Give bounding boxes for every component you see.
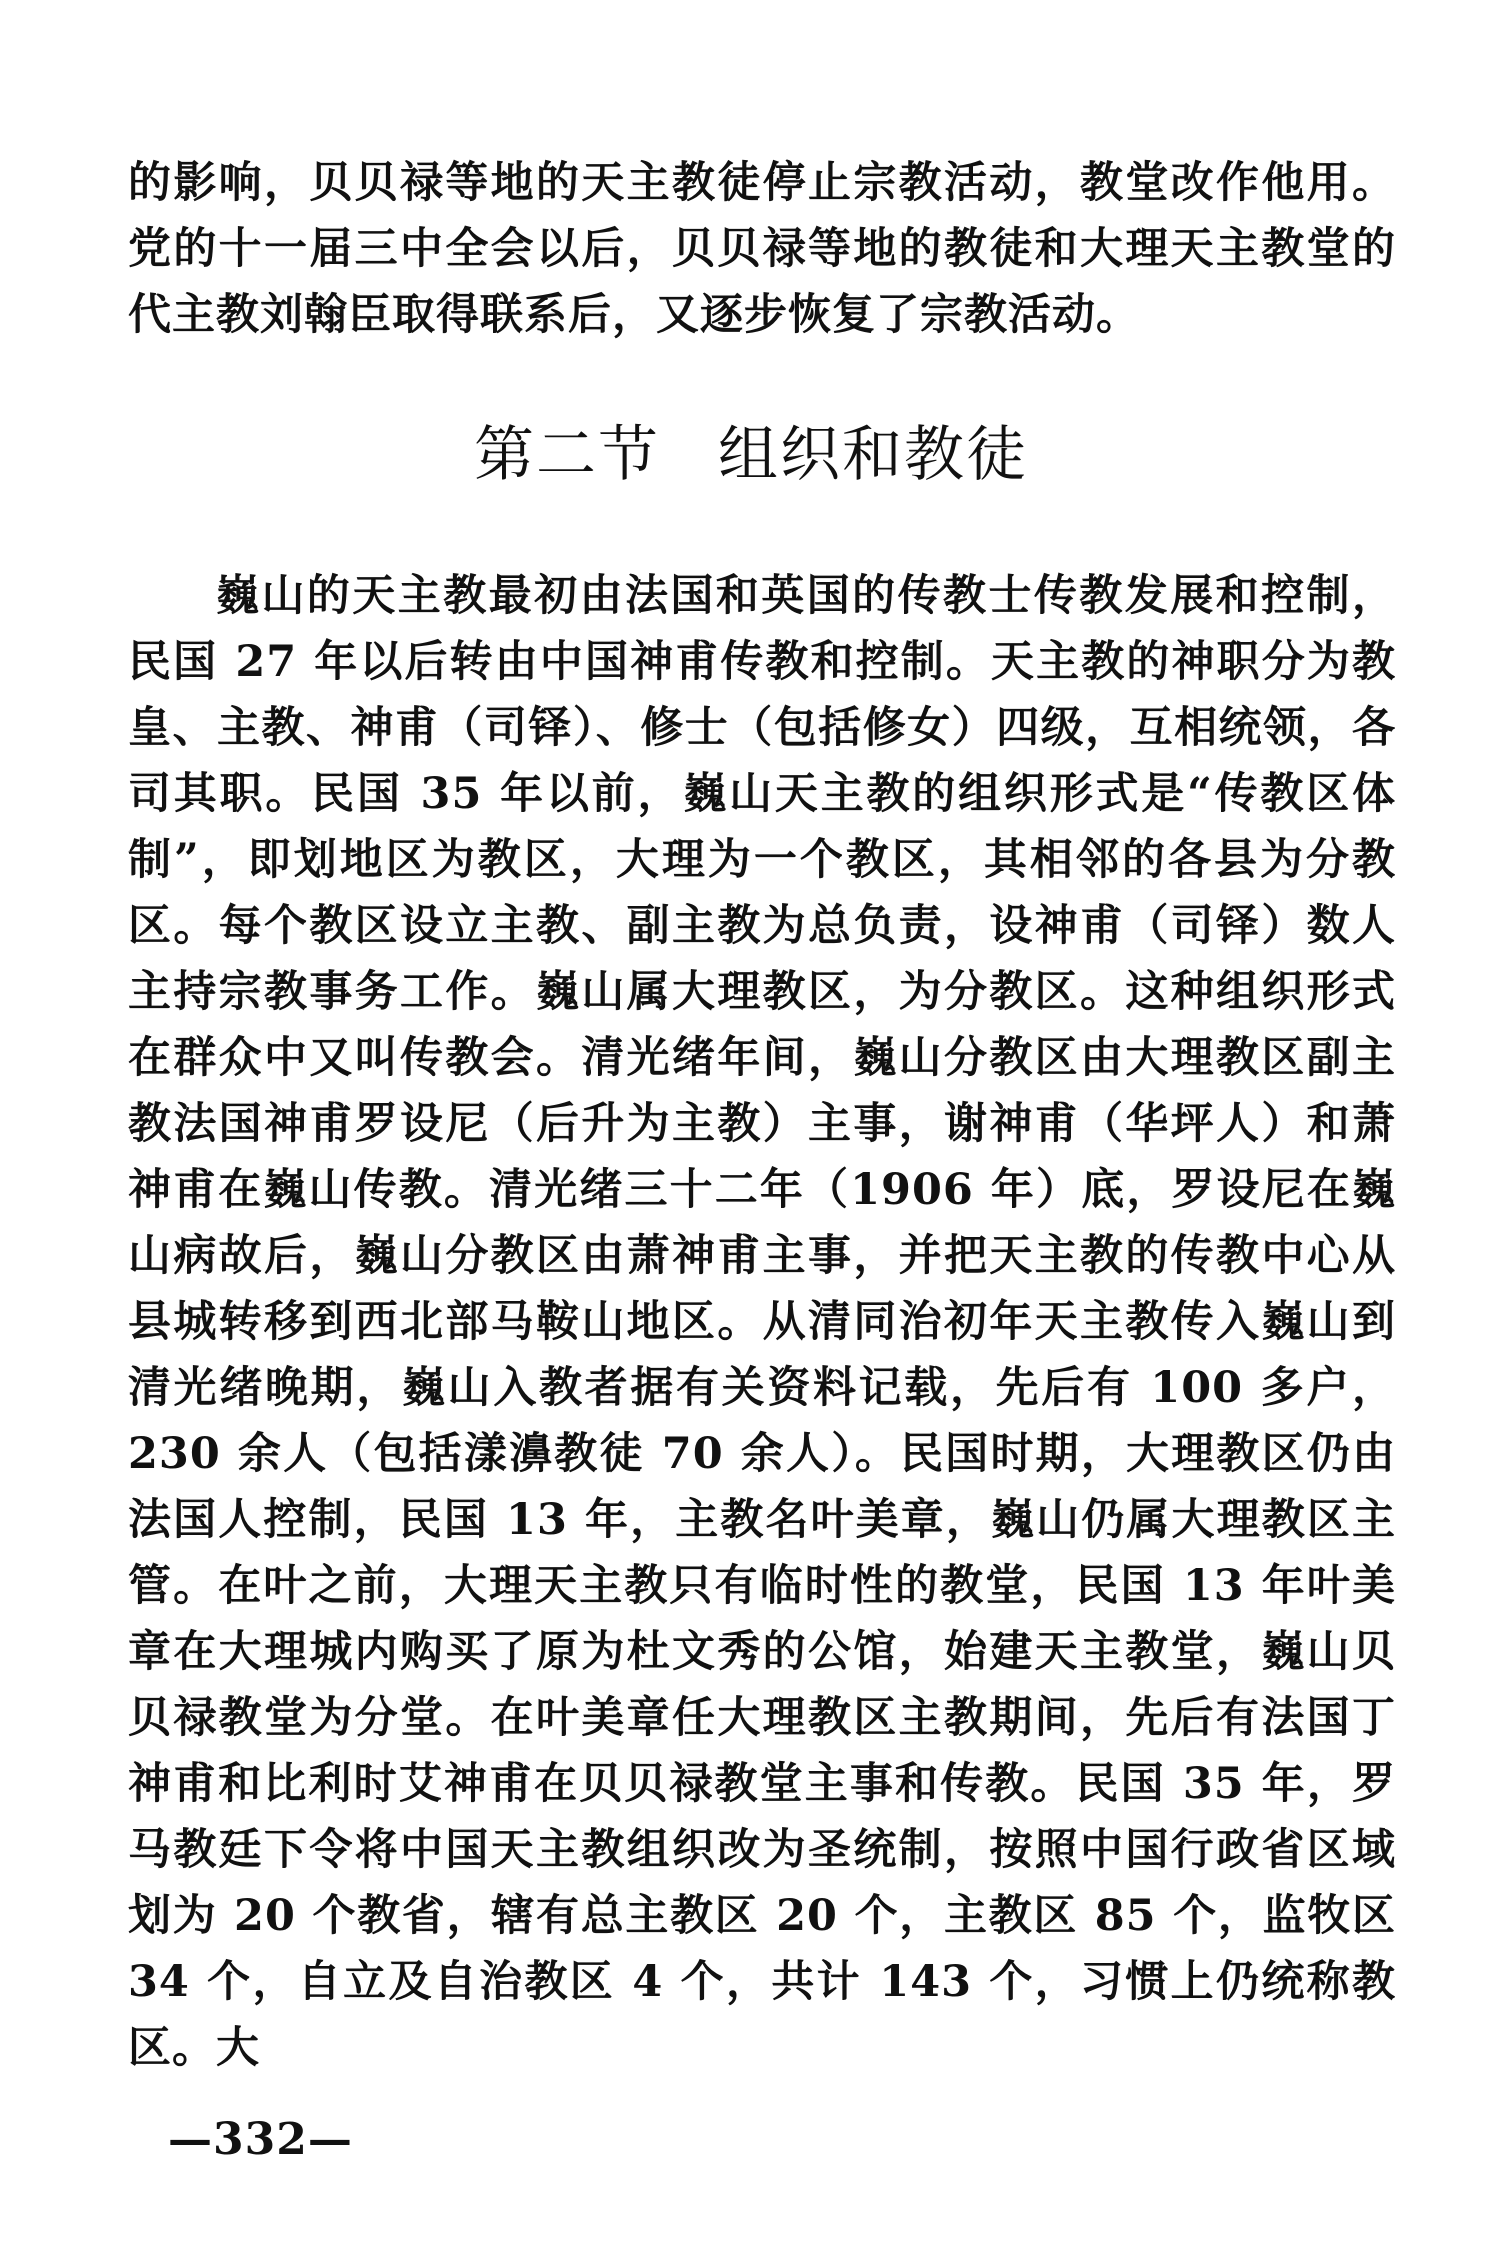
section-number: 第二节: [474, 420, 660, 490]
page-number: —332—: [168, 2114, 353, 2165]
section-title: 组织和教徒: [718, 420, 1028, 490]
section-heading: [0, 415, 1502, 495]
continued-paragraph: 的影响，贝贝禄等地的天主教徒停止宗教活动，教堂改作他用。党的十一届三中全会以后，贝贝禄等地的教徒和大理天主教堂的代主教刘翰臣取得联系后，又逐步恢复了宗教活动。: [128, 158, 1396, 340]
main-paragraph: 巍山的天主教最初由法国和英国的传教士传教发展和控制，民国 27 年以后转由中国神甫传教和控制。天主教的神职分为教皇、主教、神甫（司铎）、修士（包括修女）四级，互相统领，各司其职。民国 35 年以前，巍山天主教的组织形式是“传教区体制”，即划地区为教区，大理为一个教区，其相邻的各县为分教区。每个教区设立主教、副主教为总负责，设神甫（司铎）数人主持宗教事务工作。巍山属大理教区，为分教区。这种组织形式在群众中又叫传教会。清光绪年间，巍山分教区由大理教区副主教法国神甫罗设尼（后升为主教）主事，谢神甫（华坪人）和萧神甫在巍山传教。清光绪三十二年（1906 年）底，罗设尼在巍山病故后，巍山分教区由萧神甫主事，并把天主教的传教中心从县城转移到西北部马鞍山地区。从清同治初年天主教传入巍山到清光绪晚期，巍山入教者据有关资料记载，先后有 100 多户，230 余人（包括漾濞教徒 70 余人）。民国时期，大理教区仍由法国人控制，民国 13 年，主教名叶美章，巍山仍属大理教区主管。在叶之前，大理天主教只有临时性的教堂，民国 13 年叶美章在大理城内购买了原为杜文秀的公馆，始建天主教堂，巍山贝贝禄教堂为分堂。在叶美章任大理教区主教期间，先后有法国丁神甫和比利时艾神甫在贝贝禄教堂主事和传教。民国 35 年，罗马教廷下令将中国天主教组织改为圣统制，按照中国行政省区域划为 20 个教省，辖有总主教区 20 个，主教区 85 个，监牧区 34 个，自立及自治教区 4 个，共计 143 个，习惯上仍统称教区。大: [128, 571, 1396, 2073]
